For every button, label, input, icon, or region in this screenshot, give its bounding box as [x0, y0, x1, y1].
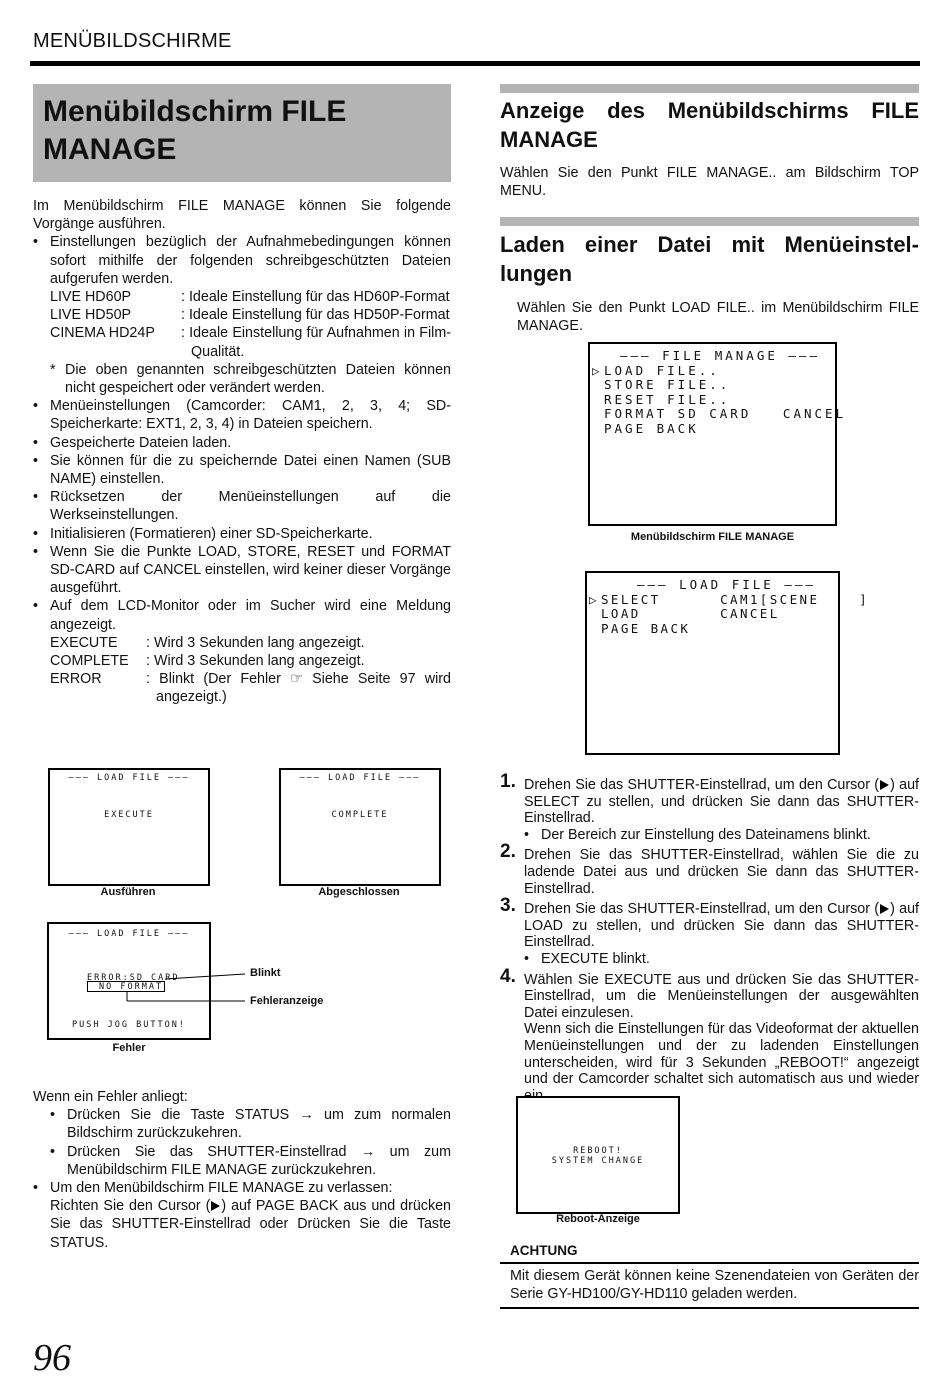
cursor-icon: ▷	[592, 363, 603, 378]
bullet-item: • Menüeinstellungen (Camcorder: CAM1, 2, 3, 4; SD-Speicherkarte: EXT1, 2, 3, 4) in Dateien speichern.	[33, 397, 451, 433]
bullet-item: • Gespeicherte Dateien laden.	[33, 434, 451, 452]
row-load: LOAD CANCEL	[601, 606, 780, 621]
execute-screen	[48, 768, 210, 886]
title-line-2: MANAGE	[43, 133, 177, 166]
intro-text: Im Menübildschirm FILE MANAGE können Sie folgende Vorgänge ausführen.	[33, 198, 451, 233]
step-2: 2. Drehen Sie das SHUTTER-Einstellrad, wählen Sie die zu ladende Datei aus und drücken Sie dann das SHUTTER-Einstellrad.	[500, 841, 919, 897]
message-row: ERROR : Blinkt (Der Fehler ☞ Siehe Seite 97 wird angezeigt.)	[50, 671, 451, 706]
steps-list	[500, 771, 920, 1104]
error-detail: NO FORMAT	[99, 982, 164, 992]
reboot-screen	[516, 1096, 680, 1214]
label-blink: Blinkt	[250, 967, 281, 979]
screen-title: ––– LOAD FILE –––	[68, 929, 190, 939]
cursor-triangle-icon	[880, 780, 889, 790]
file-manage-screen	[588, 342, 847, 526]
page-title	[33, 84, 451, 178]
bullet-item: • Wenn Sie die Punkte LOAD, STORE, RESET und FORMAT SD-CARD auf CANCEL einstellen, wird keiner dieser Vorgänge ausgeführt.	[33, 543, 451, 598]
label-error-display: Fehleranzeige	[250, 995, 324, 1007]
cursor-triangle-icon	[880, 904, 889, 914]
error-caption: Fehler	[112, 1042, 146, 1054]
bullet-item: • Drücken Sie die Taste STATUS → um zum normalen Bildschirm zurückzukehren.	[50, 1106, 451, 1142]
header-rule	[30, 61, 920, 66]
bullet-item: • Initialisieren (Formatieren) einer SD-Speicherkarte.	[33, 525, 451, 543]
reboot-caption: Reboot-Anzeige	[556, 1213, 640, 1225]
bullet-item: • Auf dem LCD-Monitor oder im Sucher wird eine Meldung angezeigt.	[33, 597, 451, 633]
section-bar	[500, 84, 919, 93]
step-4-extra: Wenn sich die Einstellungen für das Videoformat der aktuellen Menüeinstellungen und der zu ladenden Einstellungen unterscheiden, wird für 3 Sekunden „REBOOT!“ angezeigt und der Camcorder schaltet sich automatisch aus und wieder	[524, 1021, 919, 1088]
row-select: SELECT CAM1[SCENE ]	[601, 592, 869, 607]
exit-instructions: Richten Sie den Cursor ( ) auf PAGE BACK aus und drücken Sie das SHUTTER-Einstellrad oder Drücken Sie die Taste STATUS.	[50, 1198, 451, 1251]
load-file-screen	[585, 571, 869, 755]
screen-title: ––– LOAD FILE –––	[299, 773, 421, 783]
step-4: 4. Wählen Sie EXECUTE aus und drücken Sie das SHUTTER-Einstellrad, um die Menüeinstellungen der ausgewählten Datei einzulesen.	[500, 965, 919, 1021]
menu-item-page-back: PAGE BACK	[604, 421, 699, 436]
page-number: 96	[33, 1337, 71, 1379]
message-row: COMPLETE : Wird 3 Sekunden lang angezeigt.	[50, 653, 365, 670]
reboot-line: REBOOT!	[573, 1146, 623, 1156]
caution-rule-top	[500, 1262, 919, 1264]
left-column	[33, 197, 451, 707]
message-row: EXECUTE : Wird 3 Sekunden lang angezeigt.	[50, 634, 365, 651]
load-text: Wählen Sie den Punkt LOAD FILE.. im Menübildschirm FILE MANAGE.	[517, 300, 919, 335]
section-header: MENÜBILDSCHIRME	[33, 30, 232, 52]
bullet-item: • Um den Menübildschirm FILE MANAGE zu verlassen:	[33, 1179, 451, 1197]
file-row: CINEMA HD24P : Ideale Einstellung für Aufnahmen in Film-Qualität.	[50, 325, 451, 360]
caution-text: Mit diesem Gerät können keine Szenendateien von Geräten der Serie GY-HD100/GY-HD110 geladen werden.	[510, 1268, 919, 1303]
note-text: * Die oben genannten schreibgeschützten Dateien können nicht gespeichert oder verändert werden.	[33, 361, 451, 397]
bullet-item: • Drücken Sie das SHUTTER-Einstellrad → um zum Menübildschirm FILE MANAGE zurückzukehren.	[50, 1143, 451, 1179]
step-3: 3. Drehen Sie das SHUTTER-Einstellrad, um den Cursor ( ) auf LOAD zu stellen, und drücken Sie dann das SHUTTER-Einstellrad.	[500, 895, 920, 951]
error-line: ERROR:SD CARD	[87, 973, 180, 983]
menu-item-format-sd: FORMAT SD CARD CANCEL	[604, 406, 847, 421]
menu-item-store-file: STORE FILE..	[604, 377, 731, 392]
title-line-1: Menübildschirm FILE	[43, 95, 347, 128]
execute-caption: Ausführen	[100, 886, 156, 898]
screen-title: ––– FILE MANAGE –––	[620, 348, 820, 363]
bullet-item: • Sie können für die zu speichernde Datei einen Namen (SUB NAME) einstellen.	[33, 452, 451, 488]
error-prompt: PUSH JOG BUTTON!	[72, 1020, 186, 1030]
screen-title: ––– LOAD FILE –––	[68, 773, 190, 783]
cursor-icon: ▷	[589, 592, 600, 607]
step-3-sub: • EXECUTE blinkt.	[524, 951, 919, 968]
screen-title: ––– LOAD FILE –––	[637, 577, 816, 592]
caution-rule-bottom	[500, 1307, 919, 1309]
heading-display: Anzeige des Menübildschirms FILE MANAGE	[500, 98, 919, 152]
error-intro: Wenn ein Fehler anliegt:	[33, 1089, 188, 1105]
bullet-item: • Rücksetzen der Menüeinstellungen auf die Werkseinstellungen.	[33, 488, 451, 524]
complete-caption: Abgeschlossen	[318, 886, 400, 898]
file-row: LIVE HD60P : Ideale Einstellung für das HD60P-Format	[50, 289, 450, 306]
display-text: Wählen Sie den Punkt FILE MANAGE.. am Bildschirm TOP MENU.	[500, 165, 919, 200]
screen-message: EXECUTE	[104, 810, 154, 820]
callout-lines	[120, 965, 250, 1010]
file-manage-caption: Menübildschirm FILE MANAGE	[630, 531, 795, 543]
step-1-sub: • Der Bereich zur Einstellung des Dateinamens blinkt.	[524, 827, 919, 844]
caution-title: ACHTUNG	[510, 1243, 578, 1258]
page-title-box	[33, 84, 451, 182]
screen-message: COMPLETE	[331, 810, 389, 820]
section-bar	[500, 217, 919, 226]
row-page-back: PAGE BACK	[601, 621, 691, 636]
error-handling	[33, 1088, 451, 1252]
step-1: 1. Drehen Sie das SHUTTER-Einstellrad, um den Cursor ( ) auf SELECT zu stellen, und drücken Sie dann das SHUTTER-Einstellrad.	[500, 771, 920, 827]
bullet-item: • Einstellungen bezüglich der Aufnahmebedingungen können sofort mithilfe der folgenden schreibgeschützten Dateien aufgerufen werden.	[33, 233, 451, 288]
menu-item-reset-file: RESET FILE..	[604, 392, 731, 407]
complete-screen	[279, 768, 441, 886]
heading-load: Laden einer Datei mit Menüeinstel-lungen	[500, 232, 919, 286]
file-row: LIVE HD50P : Ideale Einstellung für das HD50P-Format	[50, 307, 450, 324]
system-change-line: SYSTEM CHANGE	[551, 1156, 645, 1166]
cursor-triangle-icon	[211, 1201, 220, 1211]
menu-item-load-file: LOAD FILE..	[604, 363, 720, 378]
